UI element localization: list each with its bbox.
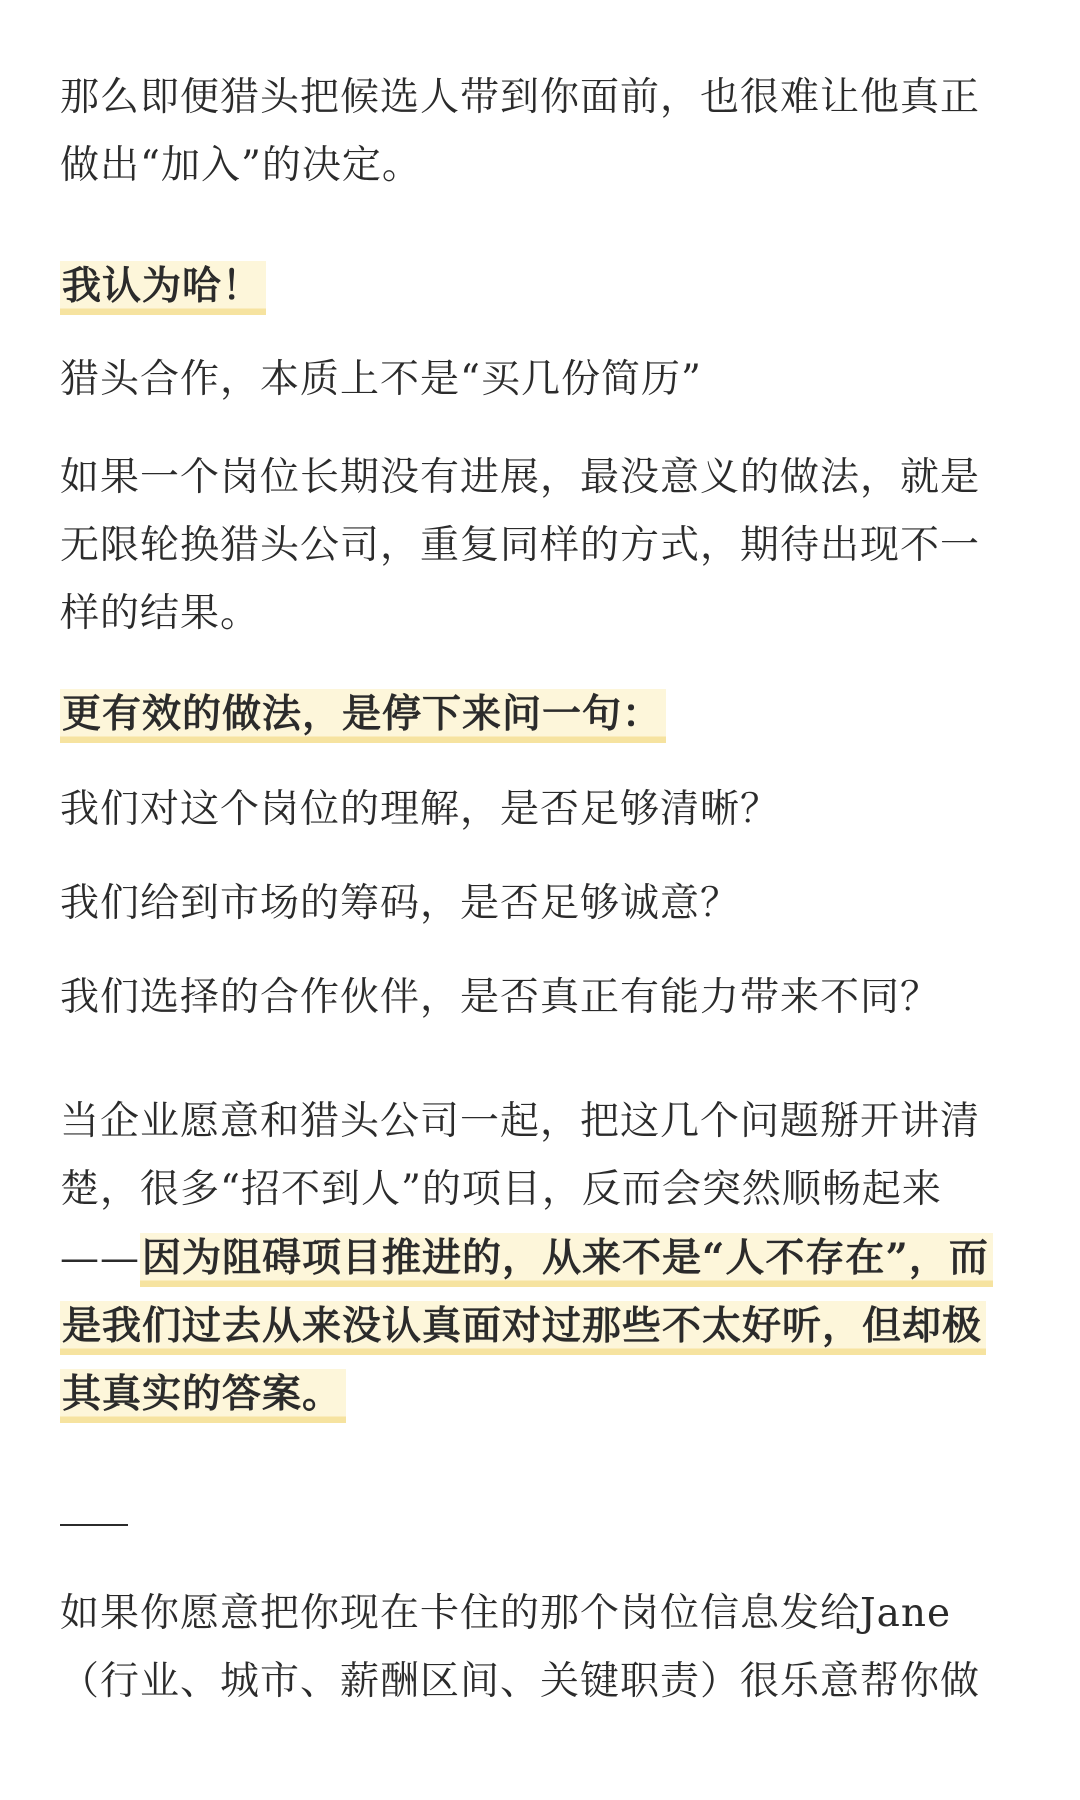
text-line: 那么即便猎头把候选人带到你面前，也很难让他真正 <box>60 75 981 120</box>
text-line: 样的结果。 <box>60 591 261 636</box>
highlighted-text: 因为阻碍项目推进的，从来不是“人不存在”，而 <box>140 1233 993 1287</box>
text-line-mixed <box>60 1224 1020 1292</box>
paragraph-contact <box>60 1580 1020 1716</box>
highlighted-text: 其真实的答案。 <box>60 1369 346 1423</box>
highlight-heading-1 <box>60 252 1020 321</box>
paragraph-essence <box>60 346 1020 414</box>
text-line: 如果一个岗位长期没有进展，最没意义的做法，就是 <box>60 455 981 500</box>
dash-prefix: —— <box>60 1236 140 1281</box>
highlighted-text: 是我们过去从来没认真面对过那些不太好听，但却极 <box>60 1301 986 1355</box>
question-2 <box>60 870 1020 938</box>
highlighted-text: 我认为哈！ <box>60 261 266 315</box>
paragraph-rotation <box>60 444 1020 648</box>
text-line: 无限轮换猎头公司，重复同样的方式，期待出现不一 <box>60 523 981 568</box>
text-line: 做出“加入”的决定。 <box>60 143 422 188</box>
text-line: 当企业愿意和猎头公司一起，把这几个问题掰开讲清 <box>60 1099 981 1144</box>
text-line: 我们选择的合作伙伴，是否真正有能力带来不同？ <box>60 975 941 1020</box>
highlighted-text: 更有效的做法，是停下来问一句： <box>60 689 666 743</box>
paragraph-intro <box>60 64 1020 200</box>
text-line: 我们给到市场的筹码，是否足够诚意？ <box>60 881 741 926</box>
highlight-heading-2 <box>60 680 1020 749</box>
section-divider <box>60 1524 128 1526</box>
text-line: 楚，很多“招不到人”的项目，反而会突然顺畅起来 <box>60 1167 942 1212</box>
text-line: 如果你愿意把你现在卡住的那个岗位信息发给Jane <box>60 1591 952 1636</box>
text-line: 猎头合作，本质上不是“买几份简历” <box>60 357 702 402</box>
question-3 <box>60 964 1020 1032</box>
question-1 <box>60 776 1020 844</box>
text-line <box>60 1360 1020 1428</box>
text-line: 我们对这个岗位的理解，是否足够清晰？ <box>60 787 781 832</box>
text-line: （行业、城市、薪酬区间、关键职责）很乐意帮你做 <box>60 1659 981 1704</box>
text-line <box>60 1292 1020 1360</box>
paragraph-conclusion <box>60 1088 1020 1428</box>
